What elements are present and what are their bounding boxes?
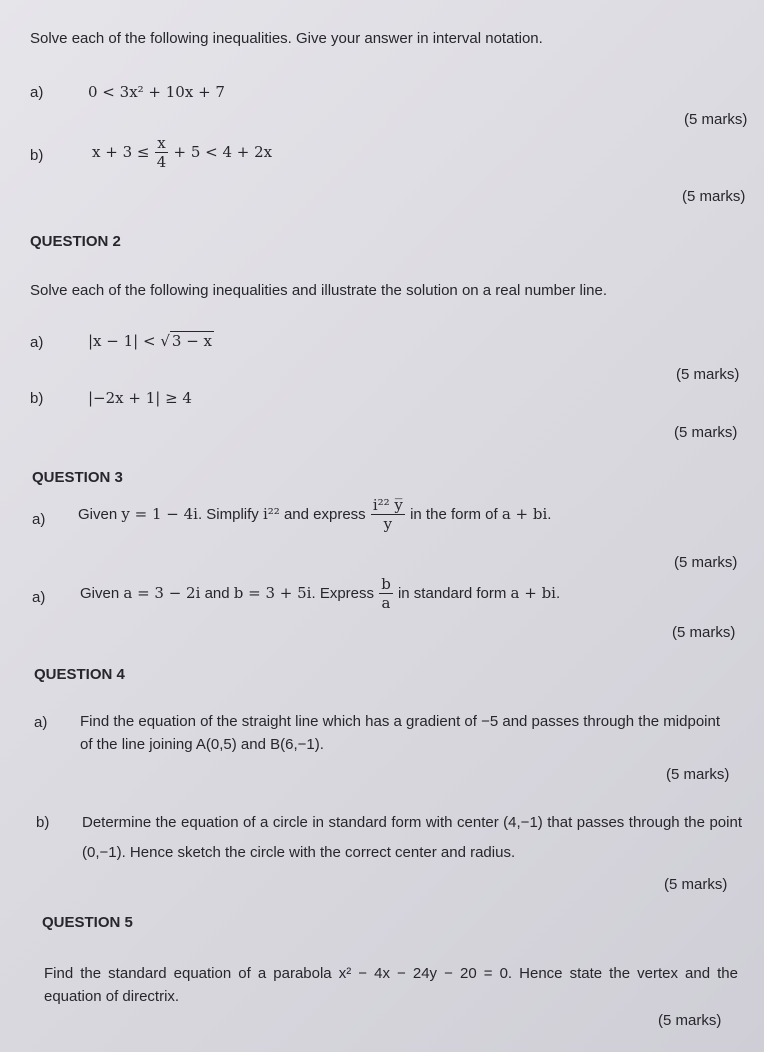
q3-a-marks: (5 marks) [674, 554, 738, 571]
intro-instruction: Solve each of the following inequalities. Give your answer in interval notation. [30, 30, 543, 47]
q3-b-given: Given [80, 584, 120, 602]
q3-a-i-power: i²² [262, 504, 280, 523]
q2-b-marks: (5 marks) [674, 424, 738, 441]
q2-b-label: b) [30, 390, 44, 407]
q1-b-fraction-den: 4 [156, 153, 167, 171]
q3-b-standard: in standard form [397, 584, 507, 602]
q2-intro: Solve each of the following inequalities and illustrate the solution on a real number line. [30, 282, 608, 299]
q3-a-simplify: . Simplify [197, 505, 259, 523]
q3-b-fraction [379, 577, 393, 611]
q2-a-label: a) [30, 334, 44, 351]
q2-a-expression [88, 332, 214, 350]
q2-b-expression: |−2x + 1| ≥ 4 [88, 389, 192, 407]
q3-b-a-def: a = 3 − 2i [123, 583, 201, 602]
q2-a-radicand: 3 − x [171, 332, 212, 350]
q4-a-text: Find the equation of the straight line which has a gradient of −5 and passes through the midpoint of the line joining A(0,5) and B(6,−1). [80, 713, 721, 753]
q3-b-express: . Express [311, 584, 375, 602]
q3-a-express: and express [283, 505, 366, 523]
q4-b-label: b) [36, 814, 50, 831]
q1-b-fraction-num: x [157, 134, 166, 152]
q3-a-y-def: y = 1 − 4i [121, 504, 198, 523]
q3-a-fraction [371, 498, 405, 532]
q2-title: QUESTION 2 [30, 233, 121, 250]
q3-a-given: Given [78, 505, 118, 523]
q1-a-label: a) [30, 84, 44, 101]
q2-a-marks: (5 marks) [676, 366, 740, 383]
q1-b-label: b) [30, 147, 44, 164]
q3-b-abi: a + bi [510, 583, 556, 602]
q1-b-marks: (5 marks) [682, 188, 746, 205]
q3-b-fraction-num: b [381, 575, 391, 593]
q3-b-label: a) [32, 589, 46, 606]
q3-a-form: in the form of [410, 505, 498, 523]
q2-a-left: |x − 1| < √ [88, 332, 170, 350]
q3-a-fraction-num: i²² y̅ [372, 496, 403, 514]
q3-b-and: and [204, 584, 230, 602]
q3-a-text: Given y = 1 − 4i. Simplify i²² and express $\frac{\text{i²² y̅}}{y}$ in the form of a + bi. [78, 496, 552, 533]
q3-b-fraction-den: a [381, 594, 391, 612]
q1-b-right: + 5 < 4 + 2x [173, 143, 273, 161]
q4-a-marks: (5 marks) [666, 766, 730, 783]
q5-title: QUESTION 5 [42, 914, 133, 931]
q4-title: QUESTION 4 [34, 666, 125, 683]
q3-b-b-def: b = 3 + 5i [233, 583, 312, 602]
q3-title: QUESTION 3 [32, 469, 123, 486]
q3-b-text: Given a = 3 − 2i and b = 3 + 5i. Express $\frac{b}{a}$ in standard form a + bi. [80, 575, 561, 612]
q5-marks: (5 marks) [658, 1012, 722, 1029]
q3-b-marks: (5 marks) [672, 624, 736, 641]
q5-text: Find the standard equation of a parabola x² − 4x − 24y − 20 = 0. Hence state the vertex and the equation of directrix. [44, 965, 738, 1005]
q4-b-text: Determine the equation of a circle in standard form with center (4,−1) that passes through the point (0,−1). Hence sketch the circle with the correct center and radius. [82, 814, 742, 861]
q3-a-abi: a + bi [501, 504, 548, 523]
q1-a-marks: (5 marks) [684, 111, 748, 128]
q1-b-left: x + 3 ≤ [92, 143, 150, 161]
q3-a-label: a) [32, 511, 46, 528]
q3-a-fraction-den: y [383, 515, 393, 533]
q1-a-expression: 0 < 3x² + 10x + 7 [88, 83, 225, 101]
q4-a-label: a) [34, 714, 48, 731]
q1-b-fraction [155, 136, 167, 170]
q4-b-marks: (5 marks) [664, 876, 728, 893]
q1-b-expression [92, 136, 272, 170]
